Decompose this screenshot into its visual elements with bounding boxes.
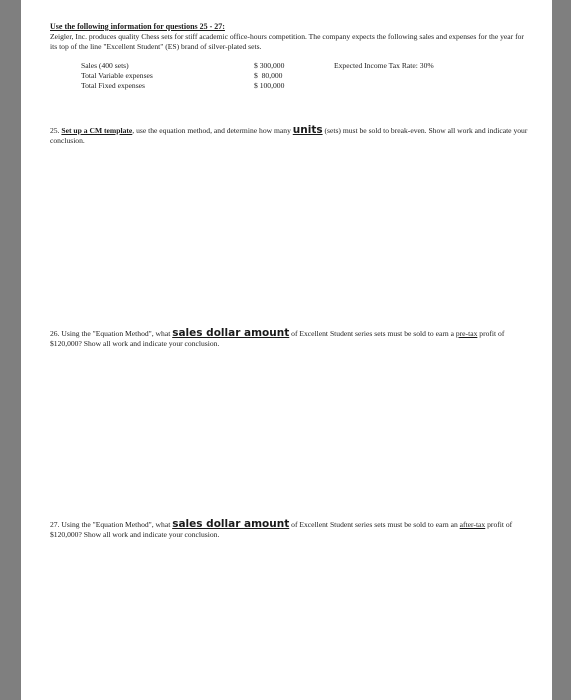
figure-label: Total Fixed expenses [81, 81, 146, 90]
figure-row-variable [50, 71, 530, 81]
figure-value: $ 300,000 [254, 61, 285, 70]
question-text: profit of $120,000? Show all work and indicate your conclusion. [50, 520, 513, 539]
figure-value: $ 100,000 [254, 81, 285, 90]
question-emphasis: Set up a CM template [61, 126, 133, 135]
question-keyword: sales dollar amount [172, 518, 290, 530]
section-heading: Use the following information for questions 25 - 27: [50, 22, 225, 31]
question-number: 27. [50, 520, 60, 529]
question-25 [50, 125, 530, 146]
question-text: , use the equation method, and determine how many [132, 126, 293, 135]
question-keyword: sales dollar amount [172, 327, 290, 339]
question-text: Using the "Equation Method", what [61, 329, 173, 338]
document-page [21, 0, 552, 700]
figure-label: Sales (400 sets) [81, 61, 129, 70]
figure-label: Total Variable expenses [81, 71, 153, 80]
financial-figures [50, 61, 530, 97]
figure-value: $ 80,000 [254, 71, 283, 80]
figure-row-sales [50, 61, 530, 71]
question-text: of Excellent Student series sets must be sold to earn a [289, 329, 456, 338]
tax-rate: Expected Income Tax Rate: 30% [334, 61, 434, 70]
question-keyword: units [292, 124, 323, 136]
question-number: 26. [50, 329, 60, 338]
figure-row-fixed [50, 81, 530, 91]
question-text: profit of $120,000? Show all work and indicate your conclusion. [50, 329, 505, 348]
question-text: Using the "Equation Method", what [61, 520, 173, 529]
question-number: 25. [50, 126, 60, 135]
document-content [50, 22, 530, 539]
question-text: of Excellent Student series sets must be sold to earn an [289, 520, 460, 529]
intro-paragraph: Zeigler, Inc. produces quality Chess sets for stiff academic office-hours competition. The company expects the following sales and expenses for the year for its top of the line "Excellent Student" (ES) brand of silver-plated sets. [50, 32, 524, 51]
question-underlined: pre-tax [455, 329, 478, 338]
question-underlined: after-tax [459, 520, 486, 529]
question-26 [50, 328, 530, 349]
question-27 [50, 519, 530, 540]
question-text: (sets) must be sold to break-even. Show all work and indicate your conclusion. [50, 126, 528, 145]
